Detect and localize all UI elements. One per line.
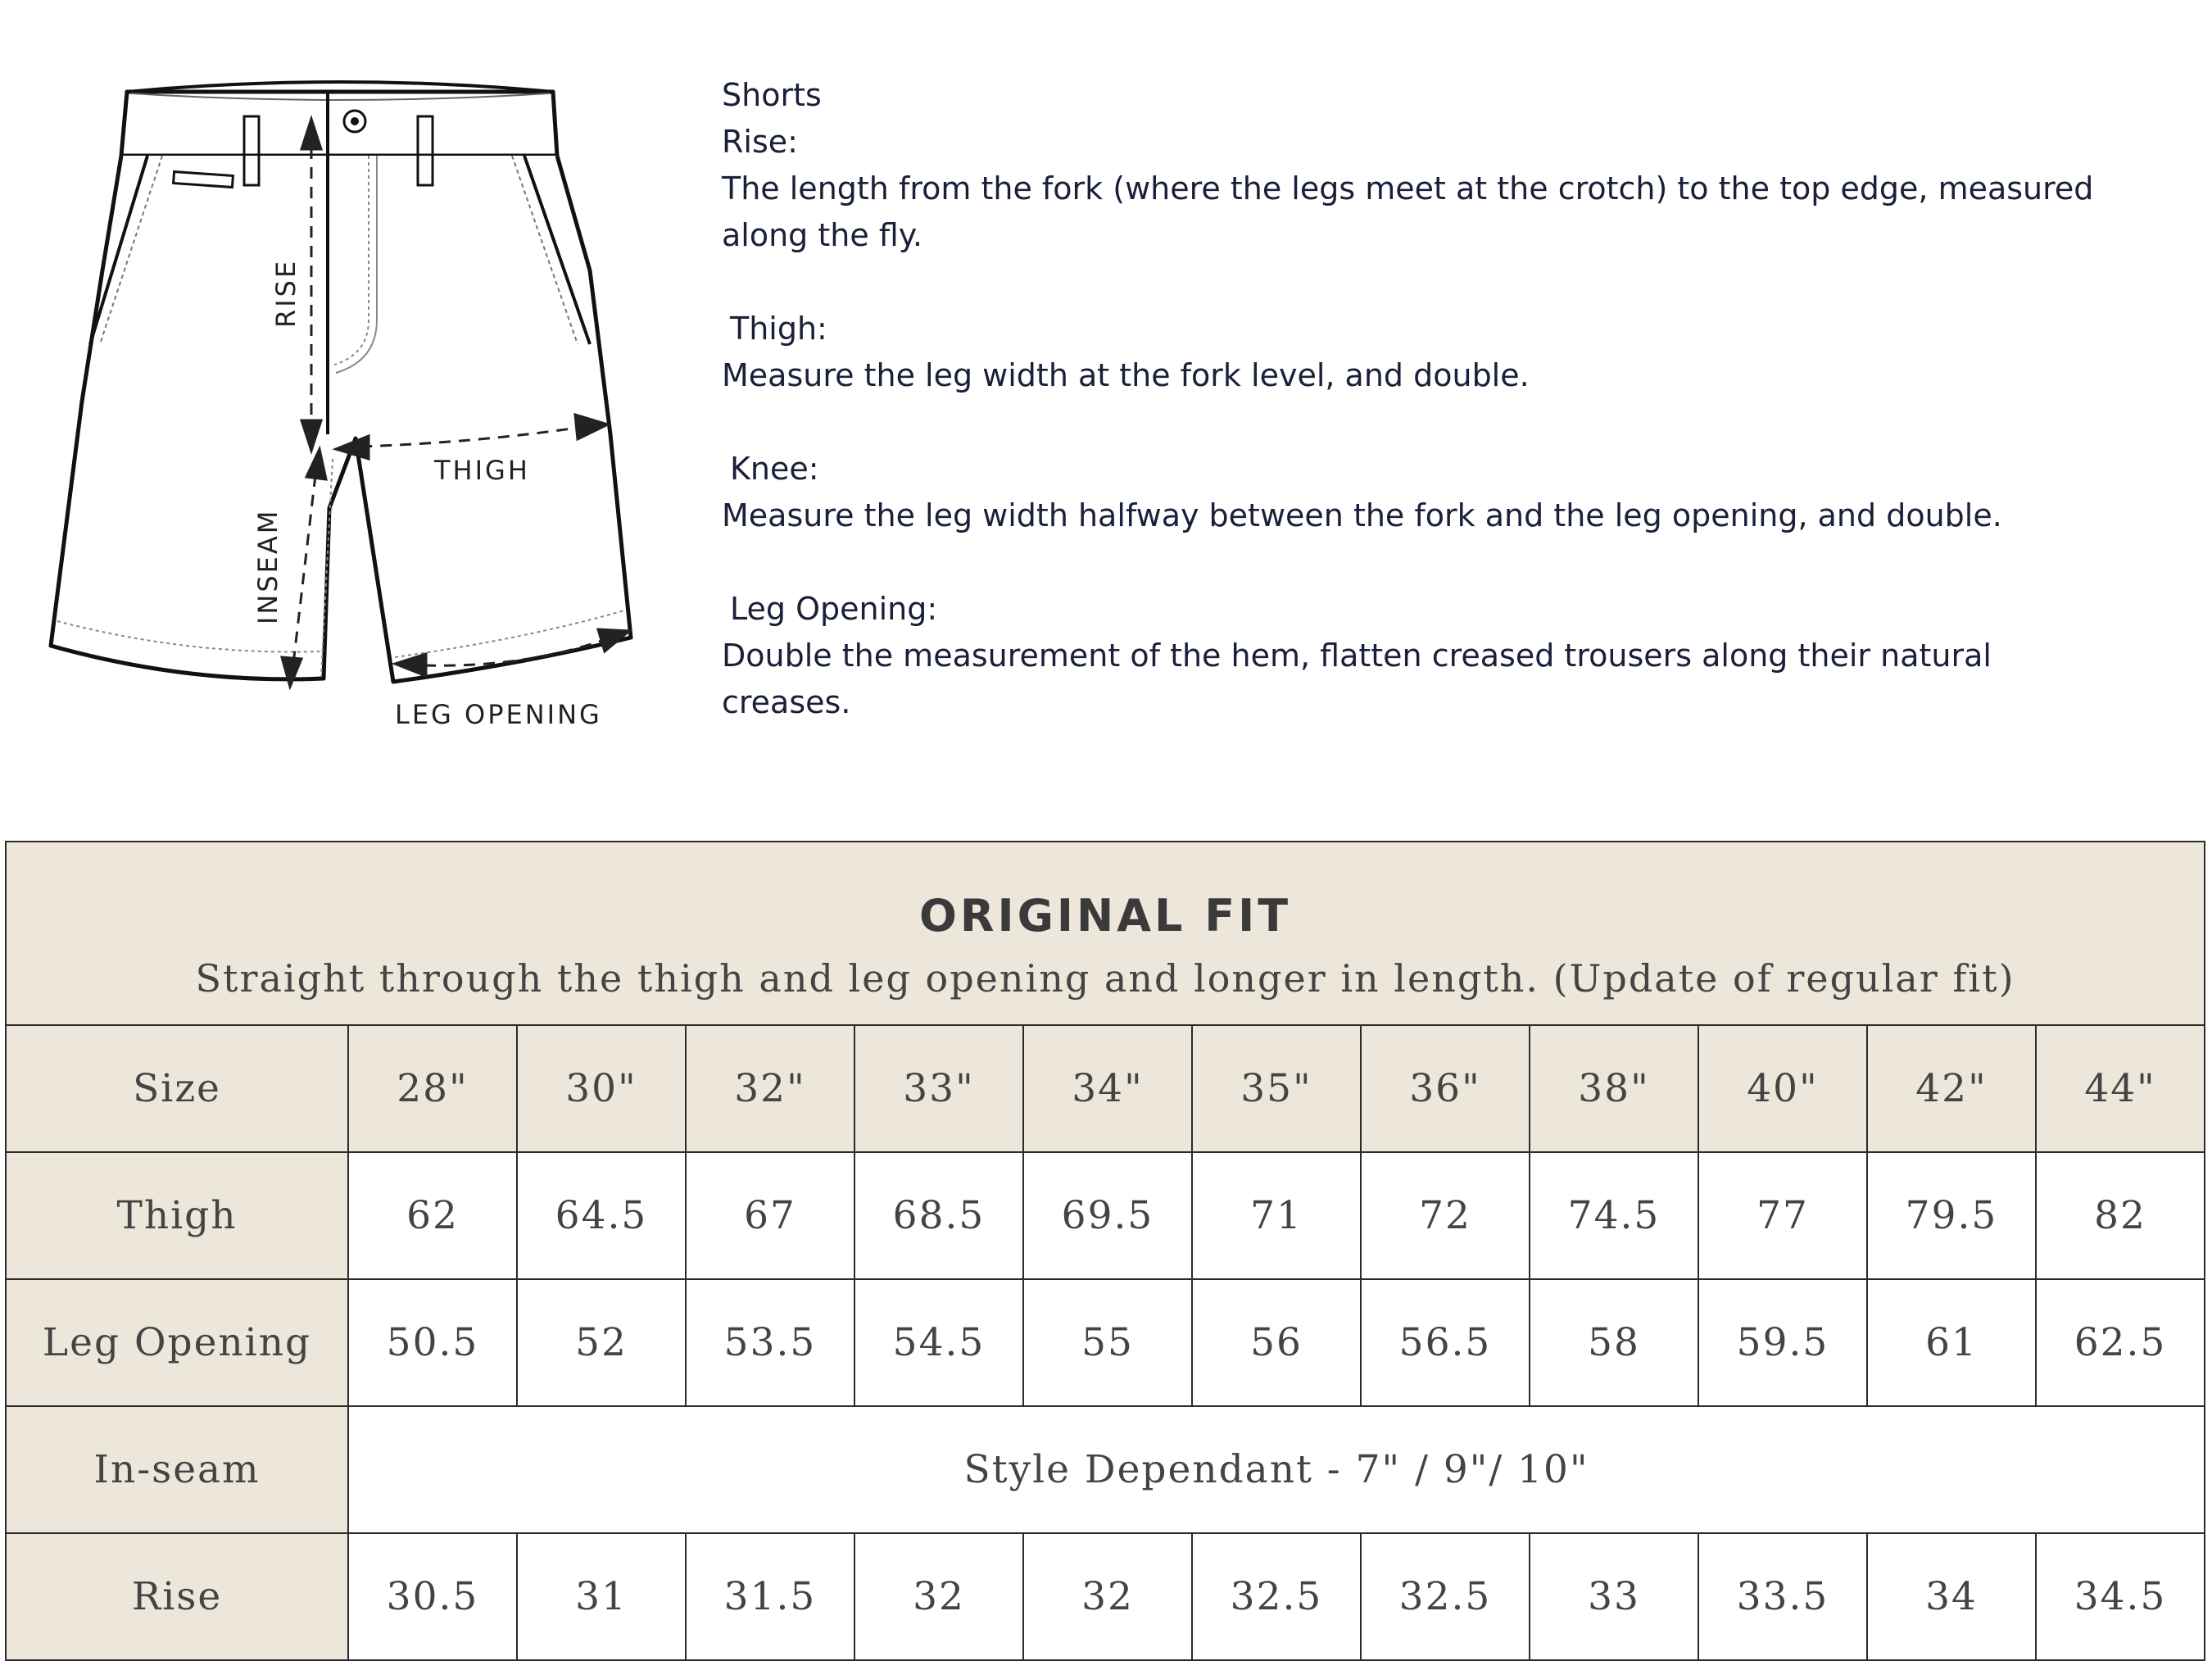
inseam-label: INSEAM <box>252 508 283 624</box>
table-cell: 32 <box>1023 1533 1192 1660</box>
size-cell: 44" <box>2036 1025 2205 1152</box>
rise-text-1: The length from the fork (where the legs meet at the crotch) to the top edge, measured <box>722 170 2094 206</box>
table-cell: 34.5 <box>2036 1533 2205 1660</box>
thigh-heading: Thigh: <box>730 311 827 347</box>
size-cell: 34" <box>1023 1025 1192 1152</box>
row-label: Size <box>6 1025 348 1152</box>
table-cell: 72 <box>1361 1152 1530 1279</box>
size-cell: 42" <box>1867 1025 2036 1152</box>
table-cell: 52 <box>517 1279 686 1406</box>
leg-opening-heading: Leg Opening: <box>730 591 938 627</box>
table-cell: 79.5 <box>1867 1152 2036 1279</box>
table-row <box>6 1533 2205 1660</box>
table-cell: 32.5 <box>1361 1533 1530 1660</box>
size-cell: 36" <box>1361 1025 1530 1152</box>
size-chart-table <box>5 841 2205 1661</box>
table-cell: 64.5 <box>517 1152 686 1279</box>
table-cell: 74.5 <box>1530 1152 1698 1279</box>
rise-heading: Rise: <box>722 124 798 160</box>
table-cell: 62.5 <box>2036 1279 2205 1406</box>
size-cell: 30" <box>517 1025 686 1152</box>
table-header-cell <box>6 842 2205 1025</box>
merged-cell: Style Dependant - 7" / 9"/ 10" <box>348 1406 2205 1533</box>
rise-label: RISE <box>270 258 301 328</box>
leg-opening-text-2: creases. <box>722 684 851 720</box>
knee-heading: Knee: <box>730 451 819 487</box>
table-cell: 71 <box>1192 1152 1361 1279</box>
table-cell: 31.5 <box>686 1533 854 1660</box>
table-cell: 69.5 <box>1023 1152 1192 1279</box>
table-row <box>6 1025 2205 1152</box>
leg-opening-label: LEG OPENING <box>395 699 602 730</box>
table-row <box>6 1279 2205 1406</box>
row-label: Leg Opening <box>6 1279 348 1406</box>
table-cell: 56 <box>1192 1279 1361 1406</box>
size-cell: 38" <box>1530 1025 1698 1152</box>
size-cell: 33" <box>854 1025 1023 1152</box>
row-label: In-seam <box>6 1406 348 1533</box>
table-cell: 54.5 <box>854 1279 1023 1406</box>
table-cell: 50.5 <box>348 1279 517 1406</box>
row-label: Thigh <box>6 1152 348 1279</box>
rise-text-2: along the fly. <box>722 217 922 253</box>
table-header <box>6 842 2205 1025</box>
table-cell: 82 <box>2036 1152 2205 1279</box>
table-row <box>6 1406 2205 1533</box>
table-body <box>6 1025 2205 1660</box>
table-cell: 59.5 <box>1698 1279 1867 1406</box>
table-cell: 30.5 <box>348 1533 517 1660</box>
leg-opening-text-1: Double the measurement of the hem, flatten creased trousers along their natural <box>722 638 1992 674</box>
table-title: ORIGINAL FIT <box>919 889 1292 942</box>
table-cell: 32.5 <box>1192 1533 1361 1660</box>
thigh-text: Measure the leg width at the fork level, and double. <box>722 357 1530 393</box>
table-cell: 67 <box>686 1152 854 1279</box>
table-cell: 33.5 <box>1698 1533 1867 1660</box>
table-cell: 33 <box>1530 1533 1698 1660</box>
size-cell: 35" <box>1192 1025 1361 1152</box>
table-cell: 58 <box>1530 1279 1698 1406</box>
table-cell: 55 <box>1023 1279 1192 1406</box>
table-cell: 56.5 <box>1361 1279 1530 1406</box>
size-cell: 40" <box>1698 1025 1867 1152</box>
table-cell: 61 <box>1867 1279 2036 1406</box>
guide-title: Shorts <box>722 77 822 113</box>
shorts-diagram <box>33 74 655 746</box>
table-cell: 68.5 <box>854 1152 1023 1279</box>
table-cell: 77 <box>1698 1152 1867 1279</box>
row-label: Rise <box>6 1533 348 1660</box>
size-cell: 28" <box>348 1025 517 1152</box>
size-cell: 32" <box>686 1025 854 1152</box>
table-subtitle: Straight through the thigh and leg opening and longer in length. (Update of regular fit) <box>195 955 2015 1001</box>
table-cell: 53.5 <box>686 1279 854 1406</box>
table-cell: 31 <box>517 1533 686 1660</box>
measurement-guide <box>722 72 2164 726</box>
table-cell: 34 <box>1867 1533 2036 1660</box>
table-cell: 32 <box>854 1533 1023 1660</box>
table-row <box>6 1152 2205 1279</box>
table-cell: 62 <box>348 1152 517 1279</box>
thigh-label: THIGH <box>434 455 530 486</box>
knee-text: Measure the leg width halfway between the fork and the leg opening, and double. <box>722 497 2002 533</box>
